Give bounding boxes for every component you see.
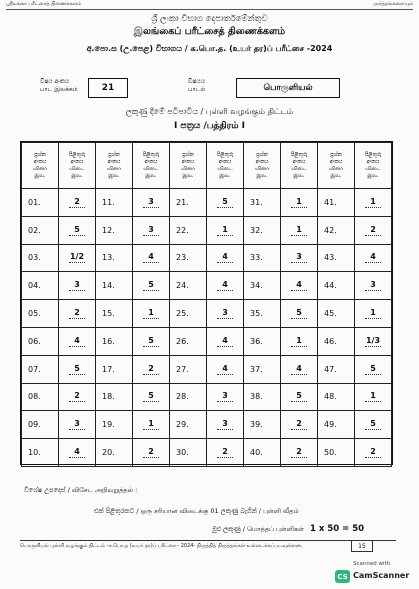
answer-cell xyxy=(133,355,170,383)
question-number: 38. xyxy=(244,383,281,411)
answer-value: 4 xyxy=(217,336,233,347)
question-number: 30. xyxy=(170,439,207,467)
header-line: விடை xyxy=(69,165,85,172)
question-number: 31. xyxy=(244,189,281,217)
answer-cell xyxy=(207,383,244,411)
answer-cell xyxy=(281,327,318,355)
subject-number-label-si: විෂය අංකය xyxy=(40,78,70,85)
answer-value: 5 xyxy=(291,391,307,402)
camscanner-watermark xyxy=(335,561,411,585)
question-number: 13. xyxy=(96,244,133,272)
answer-value: 1 xyxy=(217,225,233,236)
answer-value: 3 xyxy=(217,391,233,402)
answer-value: 4 xyxy=(365,252,381,263)
header-line: இல. xyxy=(71,172,83,179)
header-line: අංකය xyxy=(107,158,121,165)
question-number: 16. xyxy=(96,327,133,355)
answer-value: 2 xyxy=(143,447,159,458)
table-row xyxy=(22,327,392,355)
answer-cell xyxy=(207,411,244,439)
question-number: 40. xyxy=(244,439,281,467)
question-number: 33. xyxy=(244,244,281,272)
answer-cell xyxy=(281,355,318,383)
answer-value: 1 xyxy=(291,197,307,208)
answer-value: 5 xyxy=(365,419,381,430)
question-number: 50. xyxy=(318,439,355,467)
header-line: விடை xyxy=(217,165,233,172)
question-number: 08. xyxy=(22,383,59,411)
question-number: 20. xyxy=(96,439,133,467)
table-row xyxy=(22,244,392,272)
header-line: வினா xyxy=(33,165,47,172)
top-strip-left: ஸ்ரீலங்கா பரீட்சைத் திணைக்களம் xyxy=(6,1,82,7)
answer-cell xyxy=(355,439,392,467)
answer-value: 3 xyxy=(217,308,233,319)
answer-value: 2 xyxy=(69,308,85,319)
answer-value: 2 xyxy=(291,419,307,430)
header-line: අංකය xyxy=(33,158,47,165)
question-number: 44. xyxy=(318,272,355,300)
answer-value: 3 xyxy=(365,280,381,291)
answer-cell xyxy=(355,383,392,411)
header-line: வினா xyxy=(329,165,343,172)
top-strip-right: அர்த்தங்களையும் xyxy=(373,1,413,7)
header-line: வினா xyxy=(255,165,269,172)
answer-value: 4 xyxy=(217,364,233,375)
header-line: இல. xyxy=(219,172,231,179)
answer-value: 4 xyxy=(291,364,307,375)
answer-cell xyxy=(281,244,318,272)
header-line: අංකය xyxy=(181,158,195,165)
question-number: 45. xyxy=(318,300,355,328)
answer-value: 5 xyxy=(143,391,159,402)
table-row xyxy=(22,355,392,383)
department-tamil: இலங்கைப் பரீட்சைத் திணைக்களம் xyxy=(133,26,286,37)
answer-value: 5 xyxy=(69,225,85,236)
question-number: 29. xyxy=(170,411,207,439)
question-number: 49. xyxy=(318,411,355,439)
question-number: 05. xyxy=(22,300,59,328)
answer-cell xyxy=(355,244,392,272)
question-number: 47. xyxy=(318,355,355,383)
question-number: 23. xyxy=(170,244,207,272)
question-number: 39. xyxy=(244,411,281,439)
answer-value: 1 xyxy=(365,308,381,319)
header-line: வினா xyxy=(181,165,195,172)
total-marks-formula: 1 x 50 = 50 xyxy=(310,524,365,534)
question-number: 35. xyxy=(244,300,281,328)
answer-value: 5 xyxy=(291,308,307,319)
answer-number-header xyxy=(59,143,96,189)
header-line: இல. xyxy=(145,172,157,179)
header-line: இல. xyxy=(182,172,194,179)
header-line: පිළිතුරු xyxy=(68,151,86,158)
answer-value: 1/3 xyxy=(365,335,381,345)
question-number: 36. xyxy=(244,327,281,355)
table-row xyxy=(22,439,392,467)
answer-cell xyxy=(281,383,318,411)
answer-number-header xyxy=(355,143,392,189)
header-line: இல. xyxy=(108,172,120,179)
answer-value: 1/2 xyxy=(69,252,85,262)
answer-cell xyxy=(207,327,244,355)
question-number: 15. xyxy=(96,300,133,328)
question-number: 48. xyxy=(318,383,355,411)
header-line: අංකය xyxy=(144,158,158,165)
answer-value: 3 xyxy=(143,225,159,236)
total-marks-label: මුළු ලකුණු / மொத்தப் புள்ளிகள் xyxy=(212,525,304,533)
answer-value: 5 xyxy=(143,280,159,291)
answer-value: 2 xyxy=(69,197,85,208)
header-line: පිළිතුරු xyxy=(142,151,160,158)
page-number: 15 xyxy=(351,540,373,552)
answer-cell xyxy=(59,216,96,244)
question-number-header xyxy=(244,143,281,189)
answer-cell xyxy=(59,189,96,217)
answer-cell xyxy=(207,244,244,272)
answer-cell xyxy=(59,300,96,328)
answer-value: 4 xyxy=(217,252,233,263)
header-line: අංකය xyxy=(329,158,343,165)
question-number-header xyxy=(22,143,59,189)
answer-cell xyxy=(281,216,318,244)
answer-grid xyxy=(20,141,393,465)
question-number-header xyxy=(170,143,207,189)
question-number: 25. xyxy=(170,300,207,328)
question-number: 21. xyxy=(170,189,207,217)
answer-table xyxy=(21,142,392,467)
answer-cell xyxy=(59,327,96,355)
table-row xyxy=(22,216,392,244)
question-number: 37. xyxy=(244,355,281,383)
answer-cell xyxy=(133,411,170,439)
answer-value: 5 xyxy=(69,364,85,375)
answer-cell xyxy=(133,327,170,355)
answer-value: 3 xyxy=(217,419,233,430)
answer-value: 3 xyxy=(143,197,159,208)
answer-cell xyxy=(207,355,244,383)
answer-cell xyxy=(355,189,392,217)
subject-row xyxy=(0,76,419,100)
subject-name-label-ta: பாடம் xyxy=(188,86,206,93)
question-number: 17. xyxy=(96,355,133,383)
subject-name-box: பொருளியல் xyxy=(236,78,340,98)
question-number: 32. xyxy=(244,216,281,244)
answer-cell xyxy=(59,383,96,411)
answer-value: 3 xyxy=(69,280,85,291)
answer-value: 1 xyxy=(291,336,307,347)
header-line: පිළිතුරු xyxy=(290,151,308,158)
question-number: 43. xyxy=(318,244,355,272)
answer-cell xyxy=(133,300,170,328)
subject-number-box: 21 xyxy=(88,78,128,98)
question-number: 10. xyxy=(22,439,59,467)
camscanner-logo-icon: CS xyxy=(335,570,350,583)
answer-cell xyxy=(59,244,96,272)
footer-note: பொருளியல் புள்ளி வழங்கும் திட்டம் -க.பொ.த (உயர் தர)ப் பரீட்சை - 2024- திருத்தித் திருத்தங்கள் உள்ளடக்கப்படவுள்ளன. xyxy=(20,540,396,551)
answer-cell xyxy=(133,244,170,272)
answer-cell xyxy=(281,272,318,300)
header-line: விடை xyxy=(291,165,307,172)
answer-value: 4 xyxy=(217,280,233,291)
answer-value: 2 xyxy=(365,447,381,458)
question-number: 46. xyxy=(318,327,355,355)
answer-cell xyxy=(207,439,244,467)
marks-per-answer: එක් පිළිතුරකට / ஒரு சரியான விடைக்கு 01 ලකුණු බැගින් / புள்ளி வீதம் xyxy=(94,507,299,515)
answer-value: 4 xyxy=(69,447,85,458)
header-line: ප්‍රශ්න xyxy=(256,151,268,158)
question-number: 18. xyxy=(96,383,133,411)
answer-value: 2 xyxy=(365,225,381,236)
table-row xyxy=(22,411,392,439)
header-line: இல. xyxy=(34,172,46,179)
question-number: 42. xyxy=(318,216,355,244)
answer-cell xyxy=(281,189,318,217)
answer-value: 5 xyxy=(143,336,159,347)
answer-value: 2 xyxy=(143,364,159,375)
answer-value: 3 xyxy=(291,252,307,263)
answer-value: 4 xyxy=(69,336,85,347)
answer-cell xyxy=(281,300,318,328)
answer-cell xyxy=(207,272,244,300)
answer-value: 2 xyxy=(69,391,85,402)
question-number: 07. xyxy=(22,355,59,383)
header-line: ප්‍රශ්න xyxy=(182,151,194,158)
question-number: 41. xyxy=(318,189,355,217)
table-row xyxy=(22,189,392,217)
question-number: 24. xyxy=(170,272,207,300)
answer-cell xyxy=(133,216,170,244)
answer-value: 3 xyxy=(69,419,85,430)
question-number-header xyxy=(96,143,133,189)
answer-cell xyxy=(281,439,318,467)
answer-number-header xyxy=(133,143,170,189)
answer-value: 4 xyxy=(143,252,159,263)
special-instructions: විශේෂ උපදෙස් / விசேட அறிவுறுத்தல் : xyxy=(24,486,138,494)
question-number: 04. xyxy=(22,272,59,300)
question-number: 01. xyxy=(22,189,59,217)
answer-cell xyxy=(355,216,392,244)
answer-value: 2 xyxy=(291,447,307,458)
answer-cell xyxy=(59,439,96,467)
exam-title: අ.පො.ස (උ.පෙළ) විභාගය / க.பொ.த. (உயர் தர)ப் பரீட்சை -2024 xyxy=(86,44,333,53)
header-line: ප්‍රශ්න xyxy=(330,151,342,158)
answer-cell xyxy=(355,355,392,383)
header-line: இல. xyxy=(367,172,379,179)
department-sinhala: ශ්‍රී ලංකා විභාග දෙපාර්තමේන්තුව xyxy=(151,14,268,24)
answer-value: 1 xyxy=(143,308,159,319)
answer-value: 4 xyxy=(291,280,307,291)
question-number: 26. xyxy=(170,327,207,355)
subject-number-label-ta: பாட இலக்கம் xyxy=(40,86,78,93)
answer-number-header xyxy=(207,143,244,189)
table-row xyxy=(22,300,392,328)
question-number: 02. xyxy=(22,216,59,244)
top-strip xyxy=(6,1,413,10)
question-number: 27. xyxy=(170,355,207,383)
answer-value: 5 xyxy=(217,197,233,208)
header-line: පිළිතුරු xyxy=(216,151,234,158)
question-number: 12. xyxy=(96,216,133,244)
answer-cell xyxy=(207,189,244,217)
answer-table-header xyxy=(22,143,392,189)
table-row xyxy=(22,383,392,411)
answer-cell xyxy=(207,300,244,328)
answer-value: 2 xyxy=(217,447,233,458)
answer-cell xyxy=(133,272,170,300)
header-line: விடை xyxy=(143,165,159,172)
header-line: ප්‍රශ්න xyxy=(108,151,120,158)
total-marks xyxy=(212,524,364,534)
answer-cell xyxy=(59,411,96,439)
header-line: අංකය xyxy=(70,158,84,165)
subject-name-label-si: විෂයය xyxy=(188,78,206,85)
scanner-caption: Scanned with xyxy=(353,561,391,567)
table-row xyxy=(22,272,392,300)
header-line: අංකය xyxy=(366,158,380,165)
answer-cell xyxy=(59,272,96,300)
answer-cell xyxy=(355,300,392,328)
question-number: 14. xyxy=(96,272,133,300)
question-number: 28. xyxy=(170,383,207,411)
header-line: පිළිතුරු xyxy=(364,151,382,158)
answer-cell xyxy=(355,327,392,355)
answer-cell xyxy=(355,411,392,439)
answer-cell xyxy=(133,383,170,411)
answer-value: 1 xyxy=(365,197,381,208)
header-line: விடை xyxy=(365,165,381,172)
header-line: අංකය xyxy=(292,158,306,165)
subject-number-label xyxy=(40,78,78,94)
answer-number-header xyxy=(281,143,318,189)
question-number: 03. xyxy=(22,244,59,272)
answer-cell xyxy=(59,355,96,383)
question-number: 22. xyxy=(170,216,207,244)
answer-cell xyxy=(355,272,392,300)
header-line: ප්‍රශ්න xyxy=(34,151,46,158)
header-line: අංකය xyxy=(218,158,232,165)
marking-scheme-title: ලකුණු දීමේ පටිපාටිය / புள்ளி வழங்கும் திட்டம் xyxy=(125,107,294,116)
subject-name-label xyxy=(188,78,205,94)
header-line: අංකය xyxy=(255,158,269,165)
answer-cell xyxy=(207,216,244,244)
answer-value: 1 xyxy=(143,419,159,430)
paper-part-title: I පත්‍රය /பத்திரம் I xyxy=(173,121,246,131)
answer-cell xyxy=(281,411,318,439)
header-line: வினா xyxy=(107,165,121,172)
question-number: 09. xyxy=(22,411,59,439)
header-line: இல. xyxy=(330,172,342,179)
answer-cell xyxy=(133,189,170,217)
answer-cell xyxy=(133,439,170,467)
header-line: இல. xyxy=(293,172,305,179)
question-number: 06. xyxy=(22,327,59,355)
question-number: 19. xyxy=(96,411,133,439)
question-number: 11. xyxy=(96,189,133,217)
answer-value: 1 xyxy=(291,225,307,236)
header-line: இல. xyxy=(256,172,268,179)
answer-value: 1 xyxy=(365,391,381,402)
answer-value: 5 xyxy=(365,364,381,375)
scanner-name: CamScanner xyxy=(353,571,410,580)
question-number-header xyxy=(318,143,355,189)
question-number: 34. xyxy=(244,272,281,300)
